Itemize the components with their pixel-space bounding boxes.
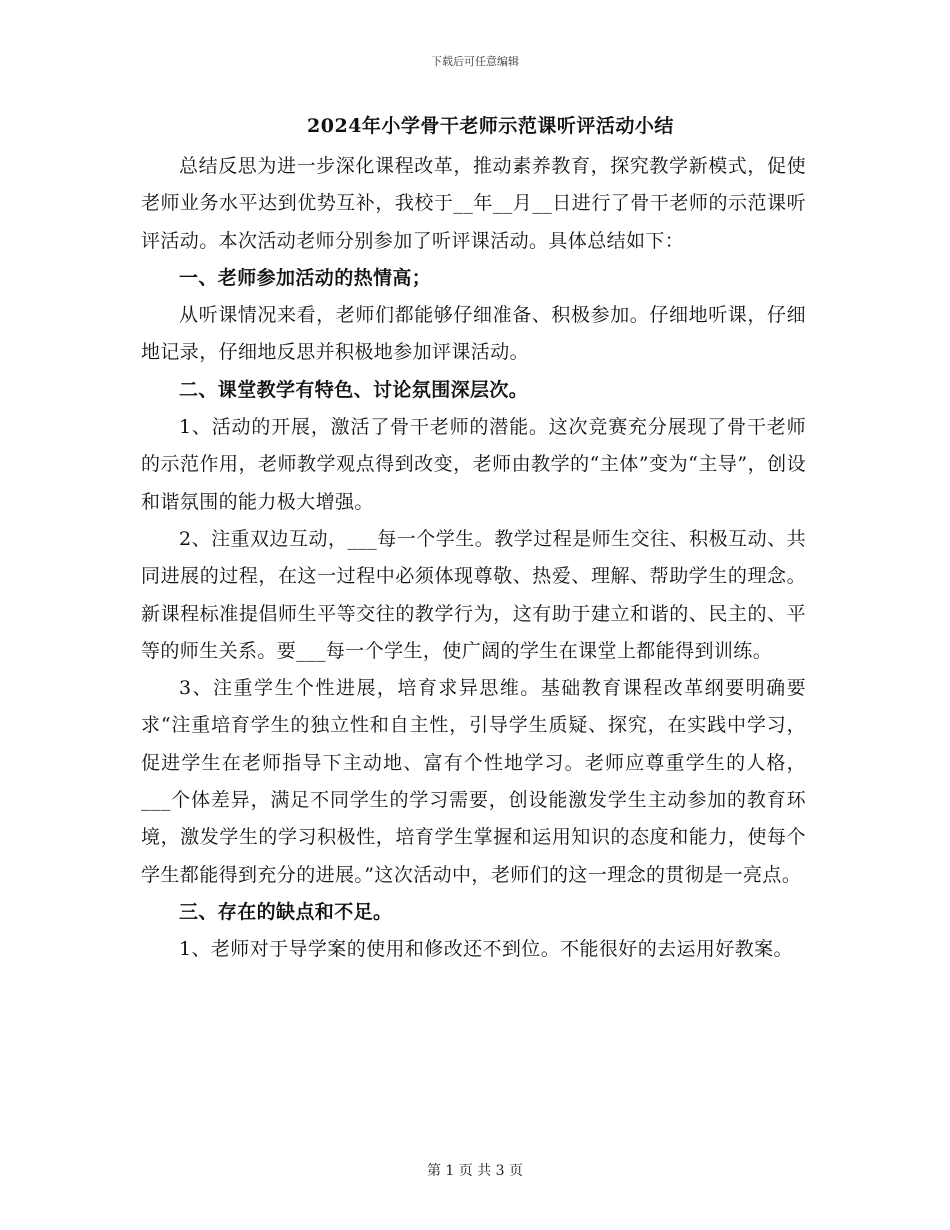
section-3-item-1: 1、老师对于导学案的使用和修改还不到位。不能很好的去运用好教案。 [179, 938, 793, 961]
section-2-item-2: 2、注重双边互动，___每一个学生。教学过程是师生交往、积极互动、共同进展的过程，在这一过程中必须体现尊敬、热爱、理解、帮助学生的理念。新课程标准提倡师生平等交往的教学行为，这有助于建立和谐的、民主的、平等的师生关系。要___每一个学生，使广阔的学生在课堂上都能得到训练。 [141, 527, 806, 662]
page-number-footer: 第 1 页 共 3 页 [426, 1163, 524, 1179]
section-heading-1: 一、老师参加活动的热情高； [179, 266, 432, 289]
section-heading-2: 二、课堂教学有特色、讨论氛围深层次。 [179, 378, 529, 401]
page-header-note: 下载后可任意编辑 [431, 55, 519, 68]
document-body [141, 104, 806, 969]
section-2-item-3: 3、注重学生个性进展，培育求异思维。基础教育课程改革纲要明确要求“注重培育学生的独立性和自主性，引导学生质疑、探究，在实践中学习，促进学生在老师指导下主动地、富有个性地学习。老师应尊重学生的人格，___个体差异，满足不同学生的学习需要，创设能激发学生主动参加的教育环境，激发学生的学习积极性，培育学生掌握和运用知识的态度和能力，使每个学生都能得到充分的进展。”这次活动中，老师们的这一理念的贯彻是一亮点。 [141, 677, 806, 886]
intro-paragraph: 总结反思为进一步深化课程改革，推动素养教育，探究教学新模式，促使老师业务水平达到优势互补，我校于__年__月__日进行了骨干老师的示范课听评活动。本次活动老师分别参加了听评课活动。具体总结如下： [141, 155, 806, 252]
section-heading-3: 三、存在的缺点和不足。 [179, 900, 393, 923]
section-1-paragraph: 从听课情况来看，老师们都能够仔细准备、积极参加。仔细地听课，仔细地记录，仔细地反思并积极地参加评课活动。 [141, 304, 806, 364]
section-2-item-1: 1、活动的开展，激活了骨干老师的潜能。这次竞赛充分展现了骨干老师的示范作用，老师教学观点得到改变，老师由教学的“主体”变为“主导”，创设和谐氛围的能力极大增强。 [141, 416, 806, 513]
document-title: 2024年小学骨干老师示范课听评活动小结 [307, 115, 674, 137]
